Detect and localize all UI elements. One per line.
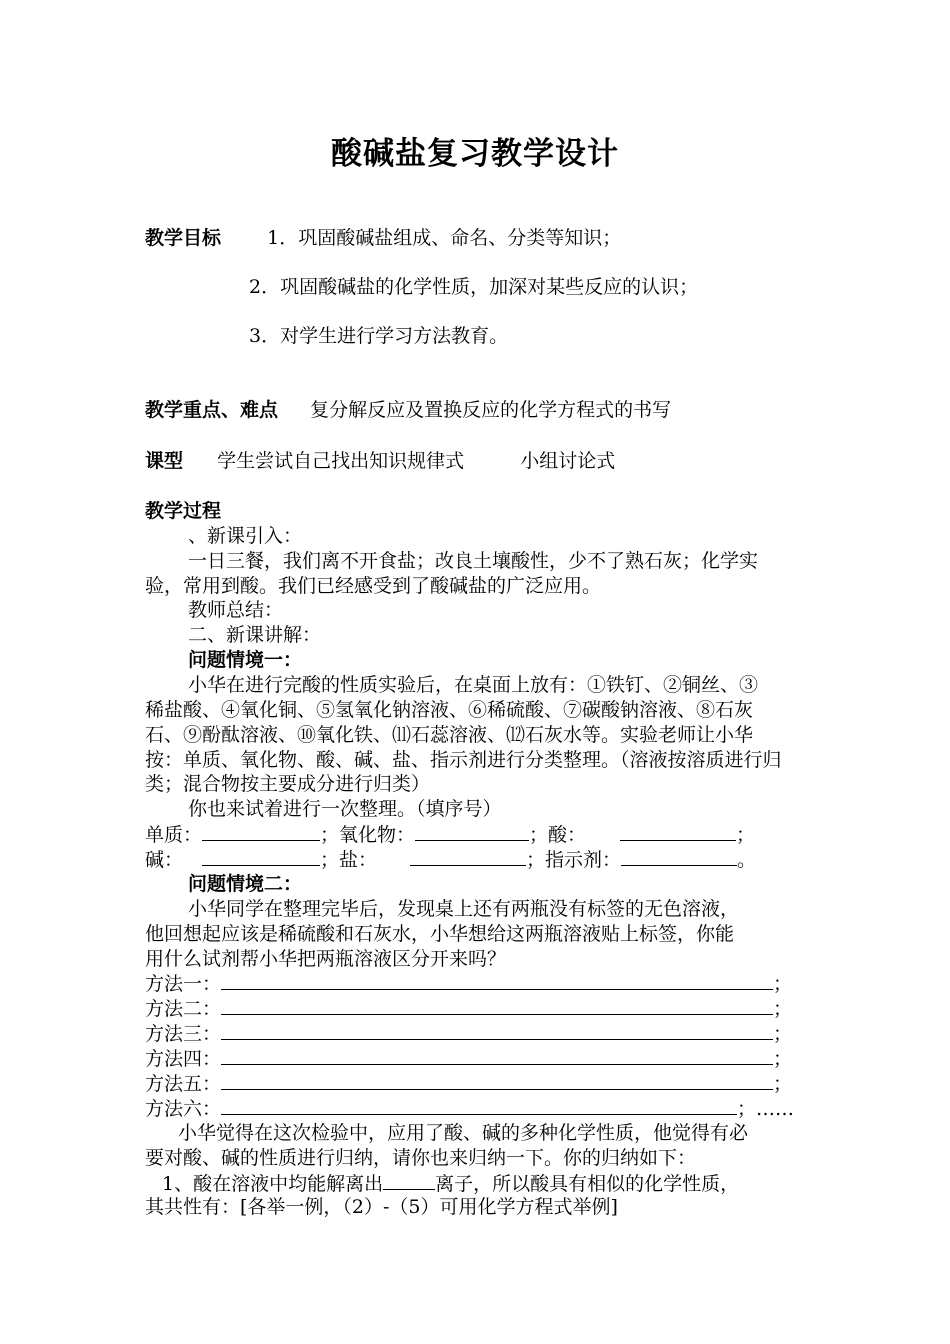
method-blank[interactable] — [221, 1071, 773, 1090]
method-label: 方法三： — [145, 1023, 222, 1045]
method-row — [145, 1071, 792, 1096]
fill-label-oxides: ；氧化物： — [320, 824, 416, 846]
fill-label-acids: ；酸： — [529, 824, 587, 846]
scenario2-heading: 问题情境二： — [188, 873, 303, 895]
method-blank[interactable] — [221, 1021, 773, 1040]
intro-line-1: 一日三餐，我们离不开食盐；改良土壤酸性，少不了熟石灰；化学实 — [188, 550, 759, 572]
summary-line: 要对酸、碱的性质进行归纳，请你也来归纳一下。你的归纳如下： — [145, 1147, 697, 1169]
lecture-heading: 二、新课讲解： — [188, 624, 322, 646]
scenario1-line: 石、⑨酚酞溶液、⑩氧化铁、⑾石蕊溶液、⑿石灰水等。实验老师让小华 — [145, 724, 754, 746]
method-end: ； — [773, 1023, 793, 1045]
method-ellipsis: ；…… — [737, 1098, 795, 1120]
goal-item-2: 2．巩固酸碱盐的化学性质，加深对某些反应的认识； — [249, 276, 699, 298]
method-blank[interactable] — [221, 1096, 737, 1115]
method-blank[interactable] — [221, 1046, 773, 1065]
intro-line-2: 验，常用到酸。我们已经感受到了酸碱盐的广泛应用。 — [145, 575, 602, 597]
key-points-label: 教学重点、难点 — [145, 399, 279, 421]
method-row — [145, 1096, 794, 1121]
fill-label-elements: 单质： — [145, 824, 203, 846]
fill-blank-salts[interactable] — [410, 847, 526, 866]
fill-row-2 — [145, 847, 756, 872]
fill-blank-acids[interactable] — [620, 822, 736, 841]
acid-pre: 1、酸在溶液中均能解离出 — [162, 1173, 384, 1195]
fill-row-1 — [145, 822, 755, 847]
process-label: 教学过程 — [145, 500, 222, 522]
method-row — [145, 1021, 792, 1046]
goal-item-3: 3．对学生进行学习方法教育。 — [249, 325, 509, 347]
acid-ion-blank[interactable] — [383, 1171, 435, 1190]
method-label: 方法四： — [145, 1048, 222, 1070]
lesson-type-row — [145, 449, 615, 473]
goals-label: 教学目标 — [145, 227, 222, 249]
method-blank[interactable] — [221, 996, 773, 1015]
scenario1-line: 稀盐酸、④氧化铜、⑤氢氧化钠溶液、⑥稀硫酸、⑦碳酸钠溶液、⑧石灰 — [145, 699, 754, 721]
try-text: 你也来试着进行一次整理。（填序号） — [188, 798, 502, 820]
scenario1-heading: 问题情境一： — [188, 649, 303, 671]
fill-blank-oxides[interactable] — [415, 822, 529, 841]
method-label: 方法五： — [145, 1073, 222, 1095]
method-label: 方法一： — [145, 973, 222, 995]
acid-line-2: 其共性有：[各举一例，（2）-（5）可用化学方程式举例] — [145, 1196, 618, 1218]
method-row — [145, 971, 792, 996]
method-end: ； — [773, 998, 793, 1020]
fill-label-salts: ；盐： — [320, 849, 378, 871]
lesson-type-label: 课型 — [145, 450, 184, 472]
scenario2-line: 用什么试剂帮小华把两瓶溶液区分开来吗？ — [145, 948, 507, 970]
key-points-text: 复分解反应及置换反应的化学方程式的书写 — [310, 399, 672, 421]
method-row — [145, 1046, 792, 1071]
method-blank[interactable] — [221, 971, 773, 990]
method-label: 方法六： — [145, 1098, 222, 1120]
teacher-summary: 教师总结： — [188, 599, 284, 621]
fill-blank-indicators[interactable] — [621, 847, 737, 866]
scenario2-line: 他回想起应该是稀硫酸和石灰水，小华想给这两瓶溶液贴上标签，你能 — [145, 923, 735, 945]
acid-post: 离子，所以酸具有相似的化学性质， — [435, 1173, 740, 1195]
lesson-type-text-1: 学生尝试自己找出知识规律式 — [217, 450, 465, 472]
fill-blank-bases[interactable] — [202, 847, 320, 866]
page-title: 酸碱盐复习教学设计 — [331, 136, 619, 172]
goals-row — [145, 226, 621, 250]
fill-label-bases: 碱： — [145, 849, 184, 871]
method-row — [145, 996, 792, 1021]
scenario1-line: 按：单质、氧化物、酸、碱、盐、指示剂进行分类整理。（溶液按溶质进行归 — [145, 749, 782, 771]
fill-blank-elements[interactable] — [202, 822, 320, 841]
method-end: ； — [773, 973, 793, 995]
scenario1-line: 小华在进行完酸的性质实验后，在桌面上放有：①铁钉、②铜丝、③ — [188, 674, 759, 696]
scenario2-line: 小华同学在整理完毕后，发现桌上还有两瓶没有标签的无色溶液， — [188, 898, 740, 920]
intro-heading: 、新课引入： — [188, 525, 303, 547]
method-end: ； — [773, 1048, 793, 1070]
key-points-row — [145, 398, 671, 422]
fill-end-2: 。 — [737, 849, 757, 871]
fill-end-1: ； — [736, 824, 756, 846]
method-label: 方法二： — [145, 998, 222, 1020]
summary-line: 小华觉得在这次检验中，应用了酸、碱的多种化学性质，他觉得有必 — [178, 1122, 749, 1144]
fill-label-indicators: ；指示剂： — [526, 849, 622, 871]
scenario1-line: 类；混合物按主要成分进行归类） — [145, 773, 431, 795]
method-end: ； — [773, 1073, 793, 1095]
goal-item-1: 1．巩固酸碱盐组成、命名、分类等知识； — [267, 227, 622, 249]
acid-row — [162, 1171, 739, 1196]
lesson-type-text-2: 小组讨论式 — [520, 450, 616, 472]
